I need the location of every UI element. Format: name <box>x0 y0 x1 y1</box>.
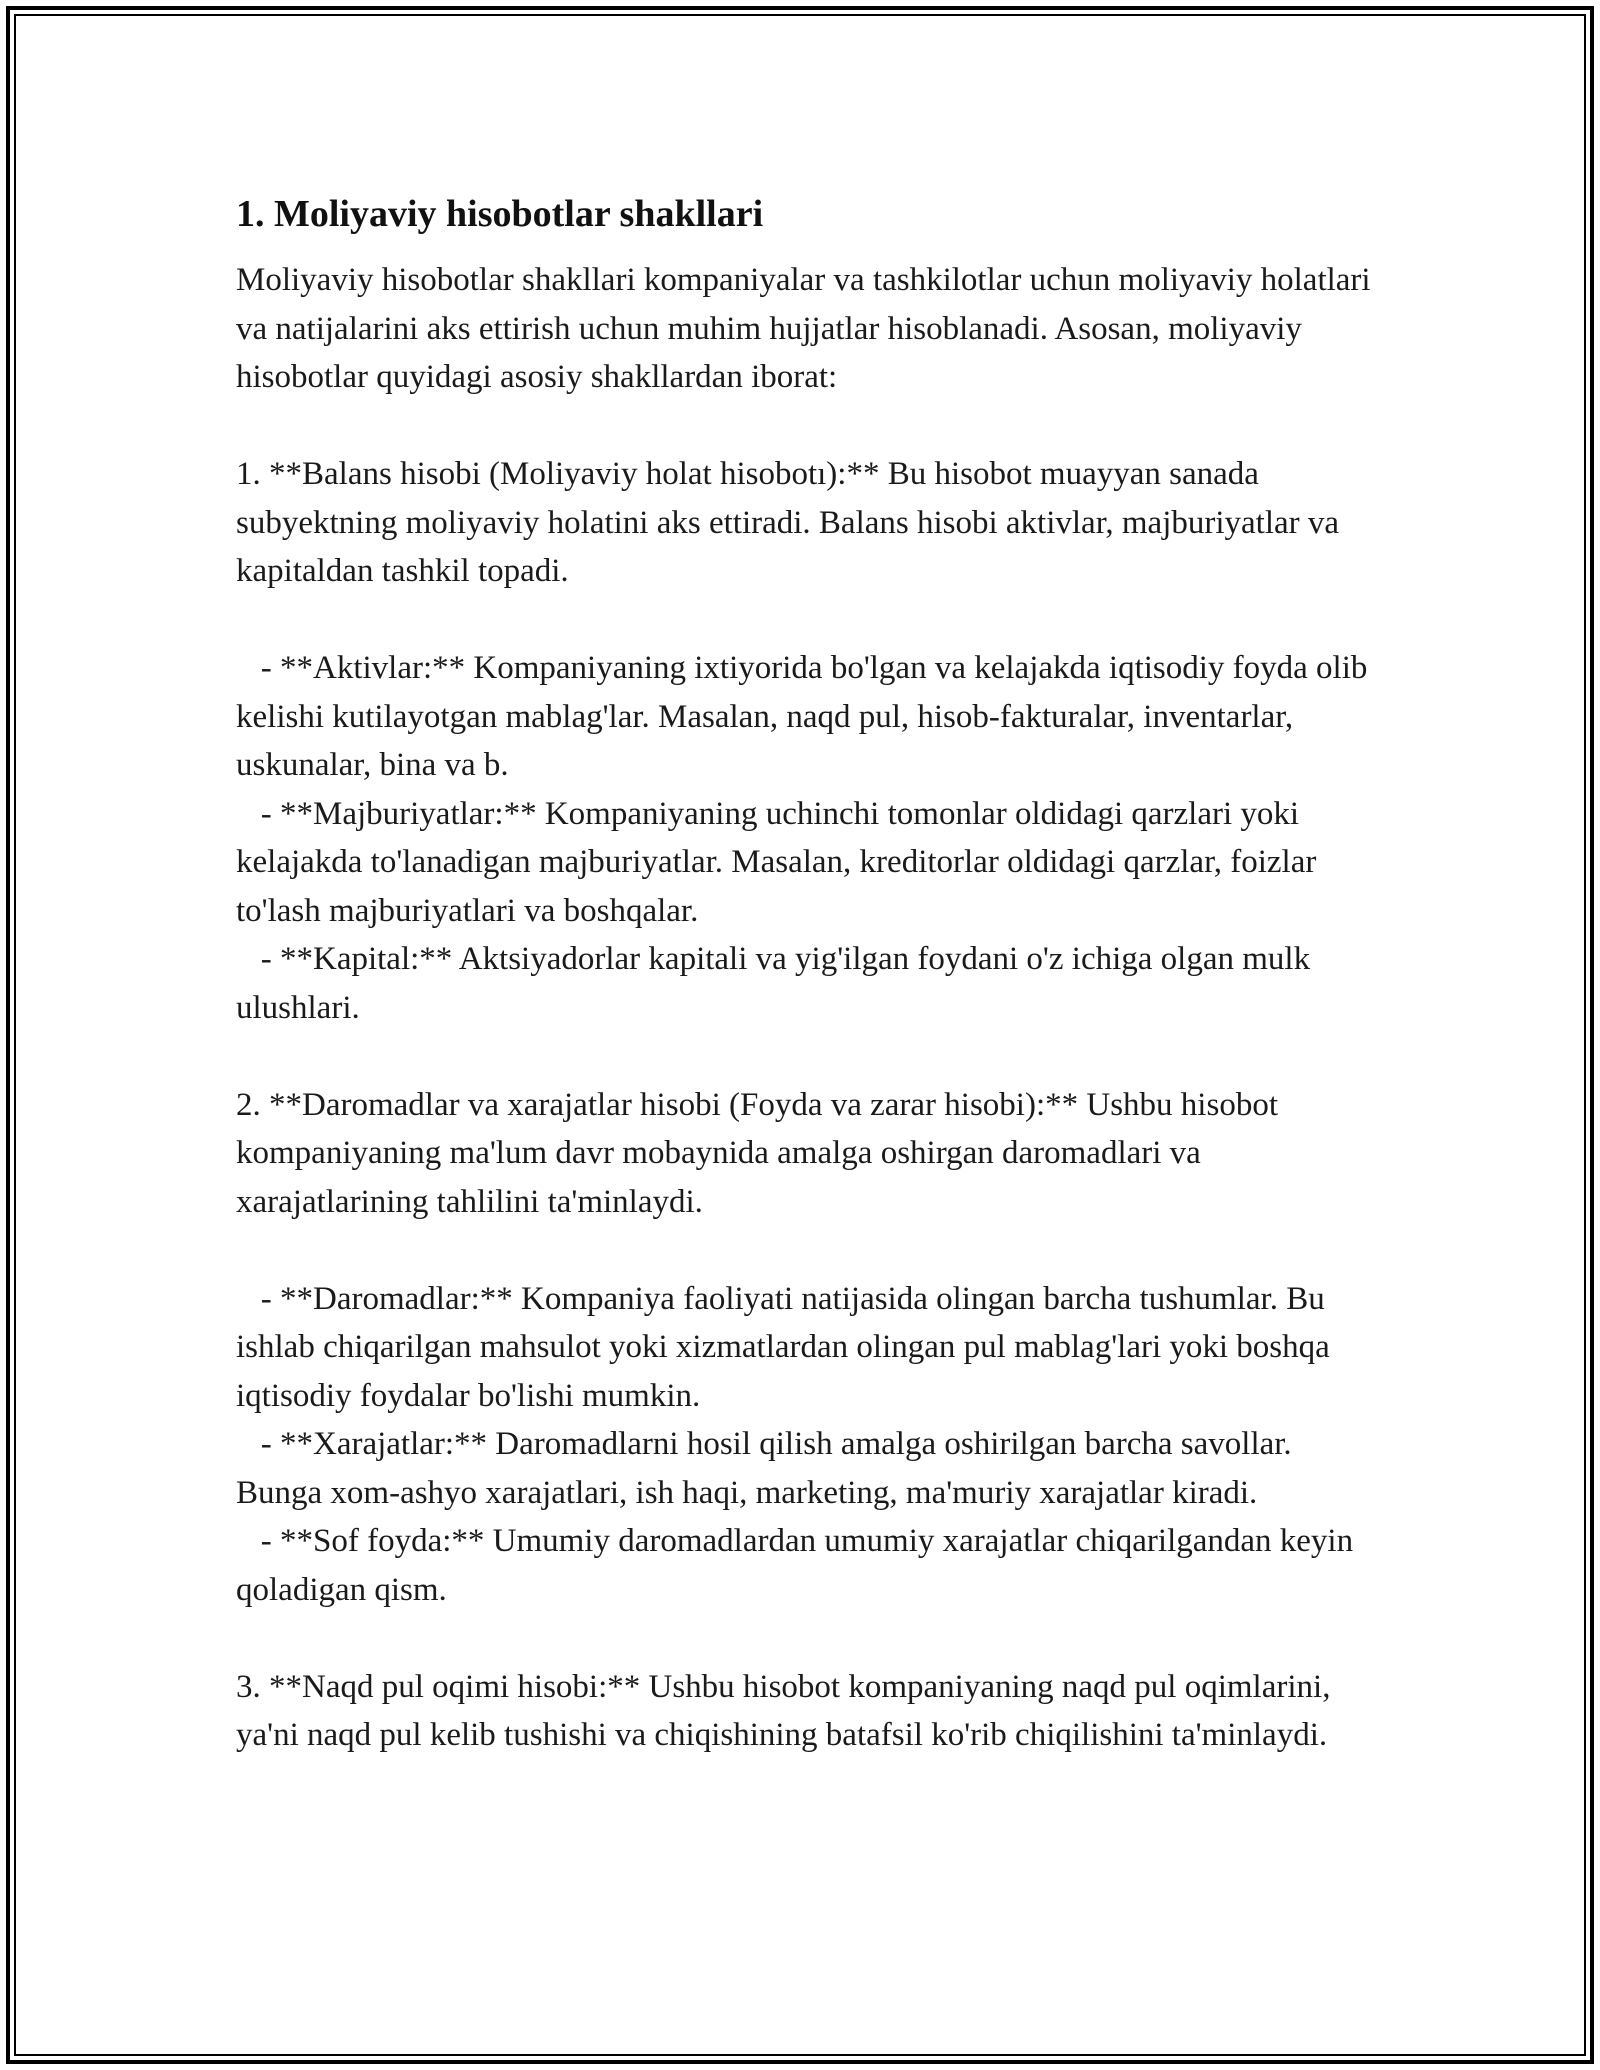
list-item-assets: - **Aktivlar:** Kompaniyaning ixtiyorida bo'lgan va kelajakda iqtisodiy foyda olib kelishi kutilayotgan mablag'lar. Masalan, naqd pul, hisob-fakturalar, inventarlar, uskunalar, bina va b. <box>236 650 1376 783</box>
paragraph-spacer <box>236 1614 1386 1663</box>
paragraph-spacer <box>236 402 1386 451</box>
document-title: 1. Moliyaviy hisobotlar shakllari <box>236 193 764 235</box>
list-item-expenses: - **Xarajatlar:** Daromadlarni hosil qilish amalga oshirilgan barcha savollar. Bunga xom-ashyo xarajatlari, ish haqi, marketing, ma'muriy xarajatlar kiradi. <box>236 1426 1300 1511</box>
list-item-revenues: - **Daromadlar:** Kompaniya faoliyati natijasida olingan barcha tushumlar. Bu ishlab chiqarilgan mahsulot yoki xizmatlardan olingan pul mablag'lari yoki boshqa iqtisodiy foydalar bo'lishi mumkin. <box>236 1280 1339 1414</box>
paragraph-spacer <box>236 1226 1386 1275</box>
intro-paragraph: Moliyaviy hisobotlar shakllari kompaniyalar va tashkilotlar uchun moliyaviy holatlari va natijalarini aks ettirish uchun muhim hujjatlar hisoblanadi. Asosan, moliyaviy hisobotlar quyidagi asosiy shakllardan iborat: <box>236 262 1379 395</box>
section-cash-flow: 3. **Naqd pul oqimi hisobi:** Ushbu hisobot kompaniyaning naqd pul oqimlarini, ya'ni naqd pul kelib tushishi va chiqishining batafsil ko'rib chiqilishini ta'minlaydi. <box>236 1668 1339 1753</box>
section-income-statement: 2. **Daromadlar va xarajatlar hisobi (Foyda va zarar hisobi):** Ushbu hisobot kompaniyaning ma'lum davr mobaynida amalga oshirgan daromadlari va xarajatlarining tahlilini ta'minlaydi. <box>236 1086 1287 1220</box>
document-body <box>236 186 1386 1760</box>
list-item-capital: - **Kapital:** Aktsiyadorlar kapitali va yig'ilgan foydani o'z ichiga olgan mulk ulushlari. <box>236 941 1319 1026</box>
paragraph-spacer <box>236 1032 1386 1081</box>
list-item-liabilities: - **Majburiyatlar:** Kompaniyaning uchinchi tomonlar oldidagi qarzlari yoki kelajakda to'lanadigan majburiyatlar. Masalan, kreditorlar oldidagi qarzlar, foizlar to'lash majburiyatlari va boshqalar. <box>236 795 1325 929</box>
list-item-net-profit: - **Sof foyda:** Umumiy daromadlardan umumiy xarajatlar chiqarilgandan keyin qoladigan qism. <box>236 1523 1362 1608</box>
paragraph-spacer <box>236 596 1386 645</box>
section-balance-sheet: 1. **Balans hisobi (Moliyaviy holat hisobotı):** Bu hisobot muayyan sanada subyektning moliyaviy holatini aks ettiradi. Balans hisobi aktivlar, majburiyatlar va kapitaldan tashkil topadi. <box>236 456 1348 589</box>
